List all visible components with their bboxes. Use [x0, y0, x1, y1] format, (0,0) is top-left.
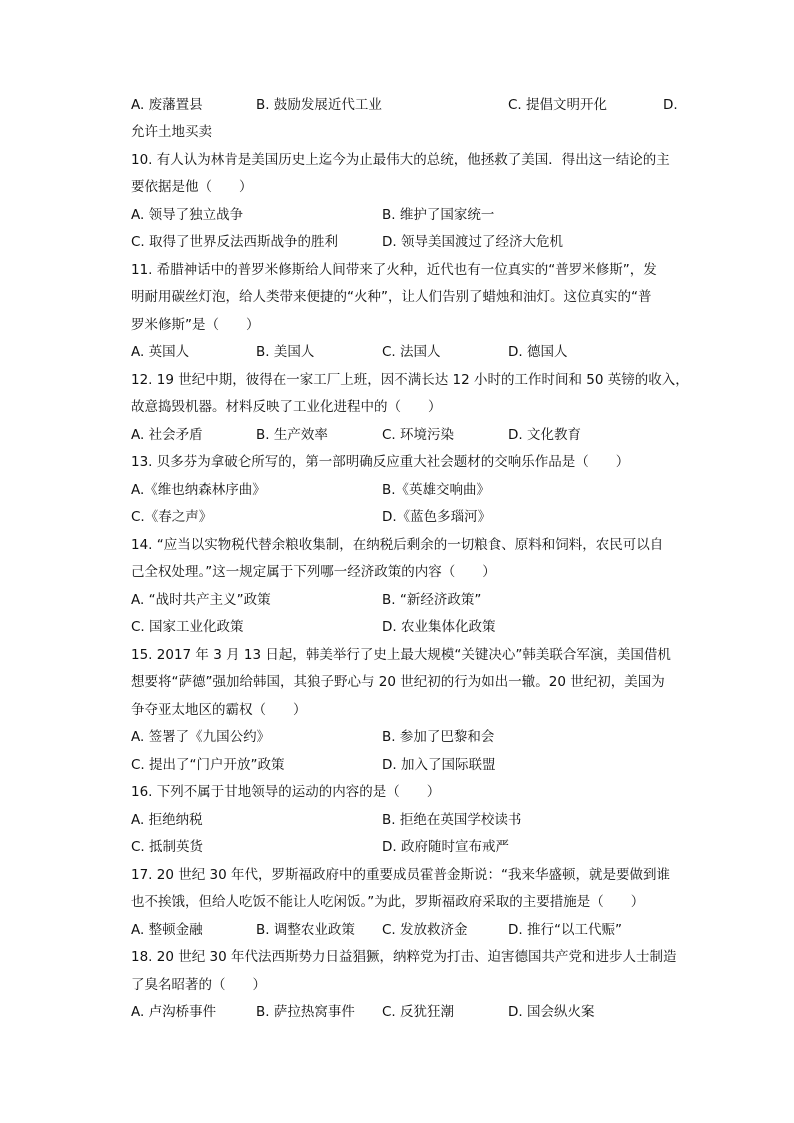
option-d: D. 领导美国渡过了经济大危机 — [382, 234, 563, 250]
option-a: A. 社会矛盾 — [131, 427, 203, 443]
question-line: 11. 希腊神话中的普罗米修斯给人间带来了火种，近代也有一位真实的“普罗米修斯”，发 — [131, 262, 657, 278]
option-a: A. “战时共产主义”政策 — [131, 592, 271, 608]
option-c: C. 发放救济金 — [382, 922, 468, 938]
option-d: D.《蓝色多瑙河》 — [382, 509, 492, 525]
option-c: C. 提出了“门户开放”政策 — [131, 757, 285, 773]
question-line: 了臭名昭著的（ ） — [131, 977, 266, 993]
question-line: 16. 下列不属于甘地领导的运动的内容的是（ ） — [131, 784, 441, 800]
question-line: 争夺亚太地区的霸权（ ） — [131, 702, 307, 718]
question-line: 10. 有人认为林肯是美国历史上迄今为止最伟大的总统，他拯救了美国．得出这一结论的主 — [131, 152, 670, 168]
option-b: B. “新经济政策” — [382, 592, 482, 608]
option-d: D. — [663, 97, 678, 113]
question-line: 故意捣毁机器。材料反映了工业化进程中的（ ） — [131, 399, 442, 415]
option-a: A. 英国人 — [131, 344, 190, 360]
option-c: C. 法国人 — [382, 344, 441, 360]
question-line: 18. 20 世纪 30 年代法西斯势力日益猖獗，纳粹党为打击、迫害德国共产党和进步人士制造 — [131, 949, 677, 965]
question-line: 17. 20 世纪 30 年代，罗斯福政府中的重要成员霍普金斯说：“我来华盛顿，就是要做到谁 — [131, 867, 670, 883]
option-c: C. 抵制英货 — [131, 839, 204, 855]
option-a: A.《维也纳森林序曲》 — [131, 482, 266, 498]
option-a: A. 拒绝纳税 — [131, 812, 203, 828]
option-a: A. 废藩置县 — [131, 97, 203, 113]
option-a: A. 卢沟桥事件 — [131, 1004, 217, 1020]
option-b: B. 拒绝在英国学校读书 — [382, 812, 522, 828]
option-b: B. 鼓励发展近代工业 — [256, 97, 382, 113]
question-line: 明耐用碳丝灯泡，给人类带来便捷的“火种”，让人们告别了蜡烛和油灯。这位真实的“普 — [131, 289, 652, 305]
option-c: C. 提倡文明开化 — [508, 97, 608, 113]
option-c: C. 国家工业化政策 — [131, 619, 244, 635]
question-line: 罗米修斯”是（ ） — [131, 317, 260, 333]
question-line: 14. “应当以实物税代替余粮收集制，在纳税后剩余的一切粮食、原料和饲料，农民可以自 — [131, 537, 664, 553]
option-b: B. 生产效率 — [256, 427, 328, 443]
option-d: D. 德国人 — [508, 344, 568, 360]
option-d-continued: 允许土地买卖 — [131, 124, 212, 140]
question-line: 要依据是他（ ） — [131, 179, 253, 195]
option-a: A. 整顿金融 — [131, 922, 203, 938]
option-b: B.《英雄交响曲》 — [382, 482, 491, 498]
option-b: B. 调整农业政策 — [256, 922, 355, 938]
option-d: D. 政府随时宣布戒严 — [382, 839, 509, 855]
option-b: B. 维护了国家统一 — [382, 207, 495, 223]
option-d: D. 加入了国际联盟 — [382, 757, 496, 773]
option-a: A. 领导了独立战争 — [131, 207, 244, 223]
question-line: 13. 贝多芬为拿破仑所写的，第一部明确反应重大社会题材的交响乐作品是（ ） — [131, 454, 630, 470]
option-d: D. 文化教育 — [508, 427, 581, 443]
option-c: C. 反犹狂潮 — [382, 1004, 455, 1020]
option-b: B. 萨拉热窝事件 — [256, 1004, 355, 1020]
option-b: B. 参加了巴黎和会 — [382, 729, 495, 745]
option-c: C.《春之声》 — [131, 509, 213, 525]
question-line: 想要将“萨德”强加给韩国，其狼子野心与 20 世纪初的行为如出一辙。20 世纪初，美国为 — [131, 674, 665, 690]
option-d: D. 农业集体化政策 — [382, 619, 496, 635]
option-d: D. 推行“以工代赈” — [508, 922, 622, 938]
option-c: C. 取得了世界反法西斯战争的胜利 — [131, 234, 339, 250]
question-line: 己全权处理。”这一规定属于下列哪一经济政策的内容（ ） — [131, 564, 496, 580]
question-line: 12. 19 世纪中期，彼得在一家工厂上班，因不满长达 12 小时的工作时间和 50 英镑的收入， — [131, 372, 689, 388]
option-c: C. 环境污染 — [382, 427, 455, 443]
option-d: D. 国会纵火案 — [508, 1004, 595, 1020]
question-line: 也不挨饿，但给人吃饭不能让人吃闲饭。”为此，罗斯福政府采取的主要措施是（ ） — [131, 894, 645, 910]
option-a: A. 签署了《九国公约》 — [131, 729, 271, 745]
question-line: 15. 2017 年 3 月 13 日起，韩美举行了史上最大规模“关键决心”韩美联合军演，美国借机 — [131, 647, 671, 663]
option-b: B. 美国人 — [256, 344, 315, 360]
